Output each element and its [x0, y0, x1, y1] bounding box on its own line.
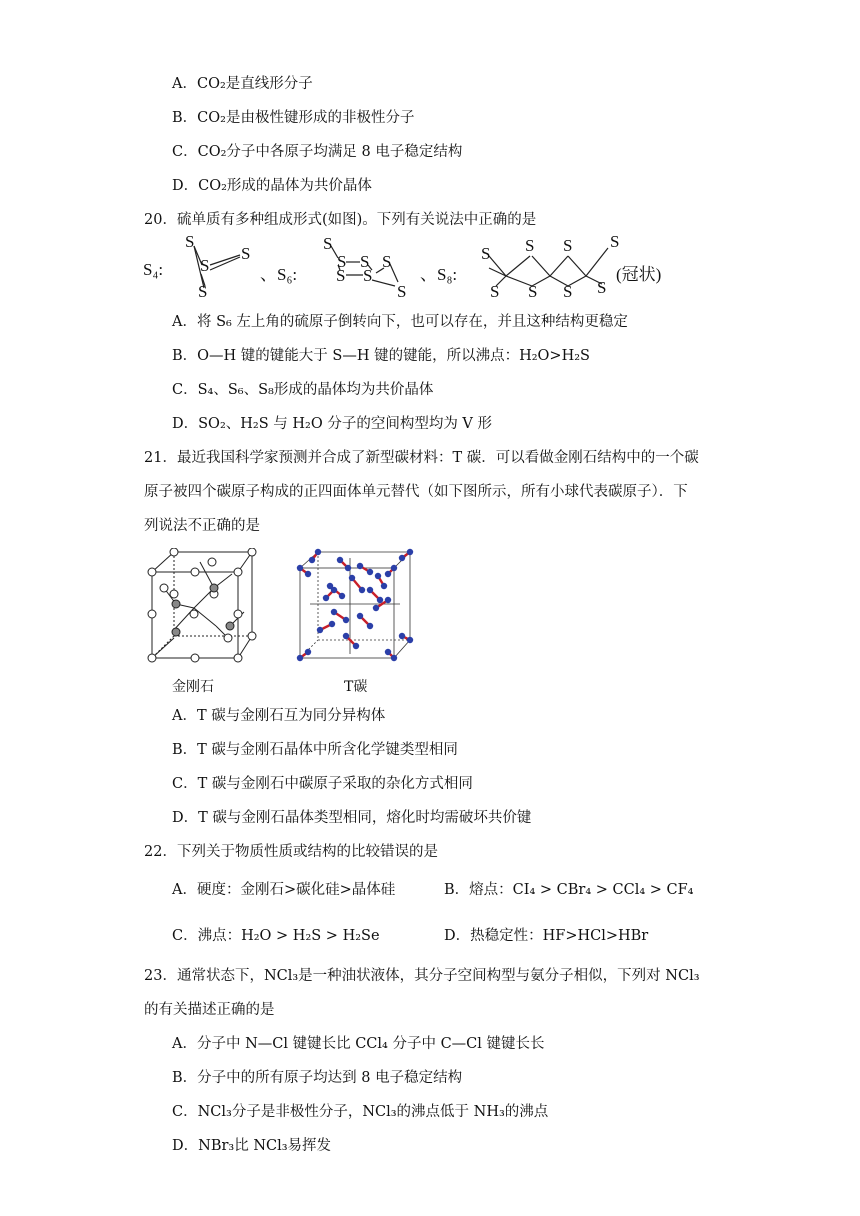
q20-option-c: C．S₄、S₆、S₈形成的晶体均为共价晶体: [172, 382, 434, 398]
q20-option-d: D．SO₂、H₂S 与 H₂O 分子的空间构型均为 V 形: [172, 416, 493, 432]
s6-atom: S: [363, 266, 373, 285]
s4-atom: S: [200, 256, 210, 275]
q22-option-d: D．热稳定性：HF>HCl>HBr: [444, 928, 649, 944]
sulfur-structures-figure: [140, 230, 700, 305]
q23-stem-line: 23．通常状态下，NCl₃是一种油状液体，其分子空间构型与氨分子相似，下列对 NCl₃: [144, 968, 700, 984]
s8-atom: S: [597, 278, 607, 297]
s6-label: 、S₆:: [260, 265, 298, 284]
s6-atom: S: [360, 252, 370, 271]
s4-atom: S: [241, 244, 251, 263]
q21-option-d: D．T 碳与金刚石晶体类型相同，熔化时均需破坏共价键: [172, 810, 532, 826]
s8-atom: S: [563, 282, 573, 301]
diamond-structure-figure: [144, 548, 264, 668]
s6-atom: S: [397, 282, 407, 301]
q19-option-c: C．CO₂分子中各原子均满足 8 电子稳定结构: [172, 144, 463, 160]
s8-label: 、S₈:: [420, 265, 458, 284]
s8-atom: S: [481, 244, 491, 263]
q19-option-b: B．CO₂是由极性键形成的非极性分子: [172, 110, 415, 126]
q19-option-d: D．CO₂形成的晶体为共价晶体: [172, 178, 372, 194]
s4-atom: S: [185, 232, 195, 251]
s6-atom: S: [382, 252, 392, 271]
q20-option-a: A．将 S₆ 左上角的硫原子倒转向下，也可以存在，并且这种结构更稳定: [172, 314, 628, 330]
q21-option-a: A．T 碳与金刚石互为同分异构体: [172, 708, 386, 724]
q22-option-a: A．硬度：金刚石>碳化硅>晶体硅: [172, 882, 396, 898]
s8-atom: S: [490, 282, 500, 301]
q21-stem-line: 列说法不正确的是: [144, 518, 260, 534]
q21-option-c: C．T 碳与金刚石中碳原子采取的杂化方式相同: [172, 776, 473, 792]
q22-stem: 22．下列关于物质性质或结构的比较错误的是: [144, 844, 438, 860]
s6-atom: S: [323, 234, 333, 253]
q22-option-c: C．沸点：H₂O > H₂S > H₂Se: [172, 928, 380, 944]
q19-option-a: A．CO₂是直线形分子: [172, 76, 313, 92]
q23-option-a: A．分子中 N—Cl 键键长比 CCl₄ 分子中 C—Cl 键键长长: [172, 1036, 545, 1052]
s6-atom: S: [337, 252, 347, 271]
s4-label: S₄:: [143, 260, 164, 279]
q21-stem-line: 原子被四个碳原子构成的正四面体单元替代（如下图所示，所有小球代表碳原子）．下: [144, 484, 688, 500]
s6-atom: S: [336, 266, 346, 285]
s4-atom: S: [198, 282, 208, 301]
q23-option-d: D．NBr₃比 NCl₃易挥发: [172, 1138, 332, 1154]
t-carbon-caption: T碳: [344, 679, 368, 695]
s8-atom: S: [528, 282, 538, 301]
q23-stem-line: 的有关描述正确的是: [144, 1002, 275, 1018]
q20-stem: 20．硫单质有多种组成形式(如图)。下列有关说法中正确的是: [144, 212, 537, 228]
crown-label: (冠状): [616, 265, 662, 284]
q23-option-c: C．NCl₃分子是非极性分子，NCl₃的沸点低于 NH₃的沸点: [172, 1104, 549, 1120]
q21-option-b: B．T 碳与金刚石晶体中所含化学键类型相同: [172, 742, 458, 758]
q22-option-b: B．熔点：CI₄ > CBr₄ > CCl₄ > CF₄: [444, 882, 694, 898]
t-carbon-structure-figure: [290, 546, 416, 664]
s8-atom: S: [610, 232, 620, 251]
s8-atom: S: [563, 236, 573, 255]
s8-atom: S: [525, 236, 535, 255]
q23-option-b: B．分子中的所有原子均达到 8 电子稳定结构: [172, 1070, 463, 1086]
q21-stem-line: 21．最近我国科学家预测并合成了新型碳材料：T 碳．可以看做金刚石结构中的一个碳: [144, 450, 699, 466]
diamond-caption: 金刚石: [172, 679, 214, 695]
q20-option-b: B．O—H 键的键能大于 S—H 键的键能，所以沸点：H₂O>H₂S: [172, 348, 590, 364]
